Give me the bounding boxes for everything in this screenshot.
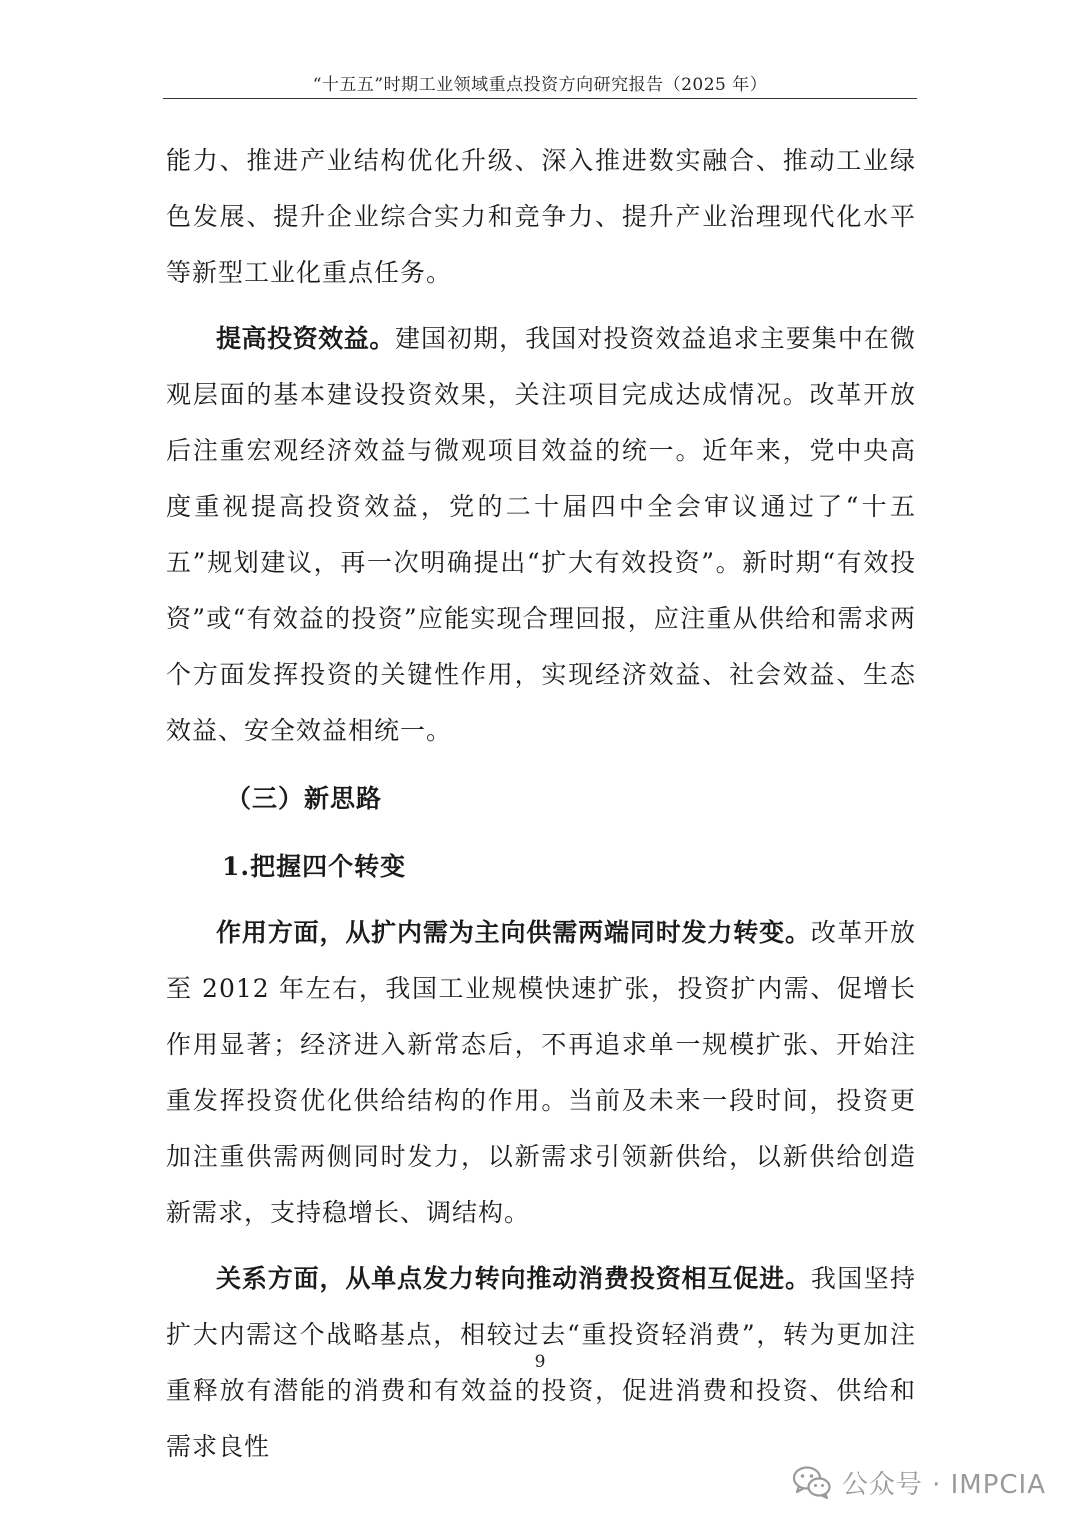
document-body <box>166 133 916 1475</box>
paragraph-1: 能力、推进产业结构优化升级、深入推进数实融合、推动工业绿色发展、提升企业综合实力和竞争力、提升产业治理现代化水平等新型工业化重点任务。 <box>166 146 916 287</box>
paragraph-4-text: 我国坚持扩大内需这个战略基点，相较过去“重投资轻消费”，转为更加注重释放有潜能的消费和有效益的投资，促进消费和投资、供给和需求良性 <box>166 1264 916 1461</box>
paragraph-3-lead: 作用方面，从扩内需为主向供需两端同时发力转变。 <box>216 918 811 947</box>
sub-heading: 1.把握四个转变 <box>222 852 407 881</box>
watermark <box>792 1460 1046 1504</box>
page-number: 9 <box>534 1352 546 1372</box>
header-title: “十五五”时期工业领域重点投资方向研究报告（2025 年） <box>312 75 768 95</box>
paragraph-2-lead: 提高投资效益。 <box>216 324 395 353</box>
paragraph-2-text: 建国初期，我国对投资效益追求主要集中在微观层面的基本建设投资效果，关注项目完成达成情况。改革开放后注重宏观经济效益与微观项目效益的统一。近年来，党中央高度重视提高投资效益，党的二十届四中全会审议通过了“十五五”规划建议，再一次明确提出“扩大有效投资”。新时期“有效投资”或“有效益的投资”应能实现合理回报，应注重从供给和需求两个方面发挥投资的关键性作用，实现经济效益、社会效益、生态效益、安全效益相统一。 <box>166 324 916 745</box>
page-header <box>163 72 917 99</box>
paragraph-3-text: 改革开放至 2012 年左右，我国工业规模快速扩张，投资扩内需、促增长作用显著；经济进入新常态后，不再追求单一规模扩张、开始注重发挥投资优化供给结构的作用。当前及未来一段时间，投资更加注重供需两侧同时发力，以新需求引领新供给，以新供给创造新需求，支持稳增长、调结构。 <box>166 918 916 1227</box>
paragraph-3 <box>166 905 916 1241</box>
wechat-icon <box>792 1465 832 1499</box>
watermark-text: 公众号 · IMPCIA <box>841 1469 1046 1500</box>
section-heading: （三）新思路 <box>226 784 383 813</box>
paragraph-4-lead: 关系方面，从单点发力转向推动消费投资相互促进。 <box>216 1264 811 1293</box>
paragraph-2 <box>166 311 916 759</box>
